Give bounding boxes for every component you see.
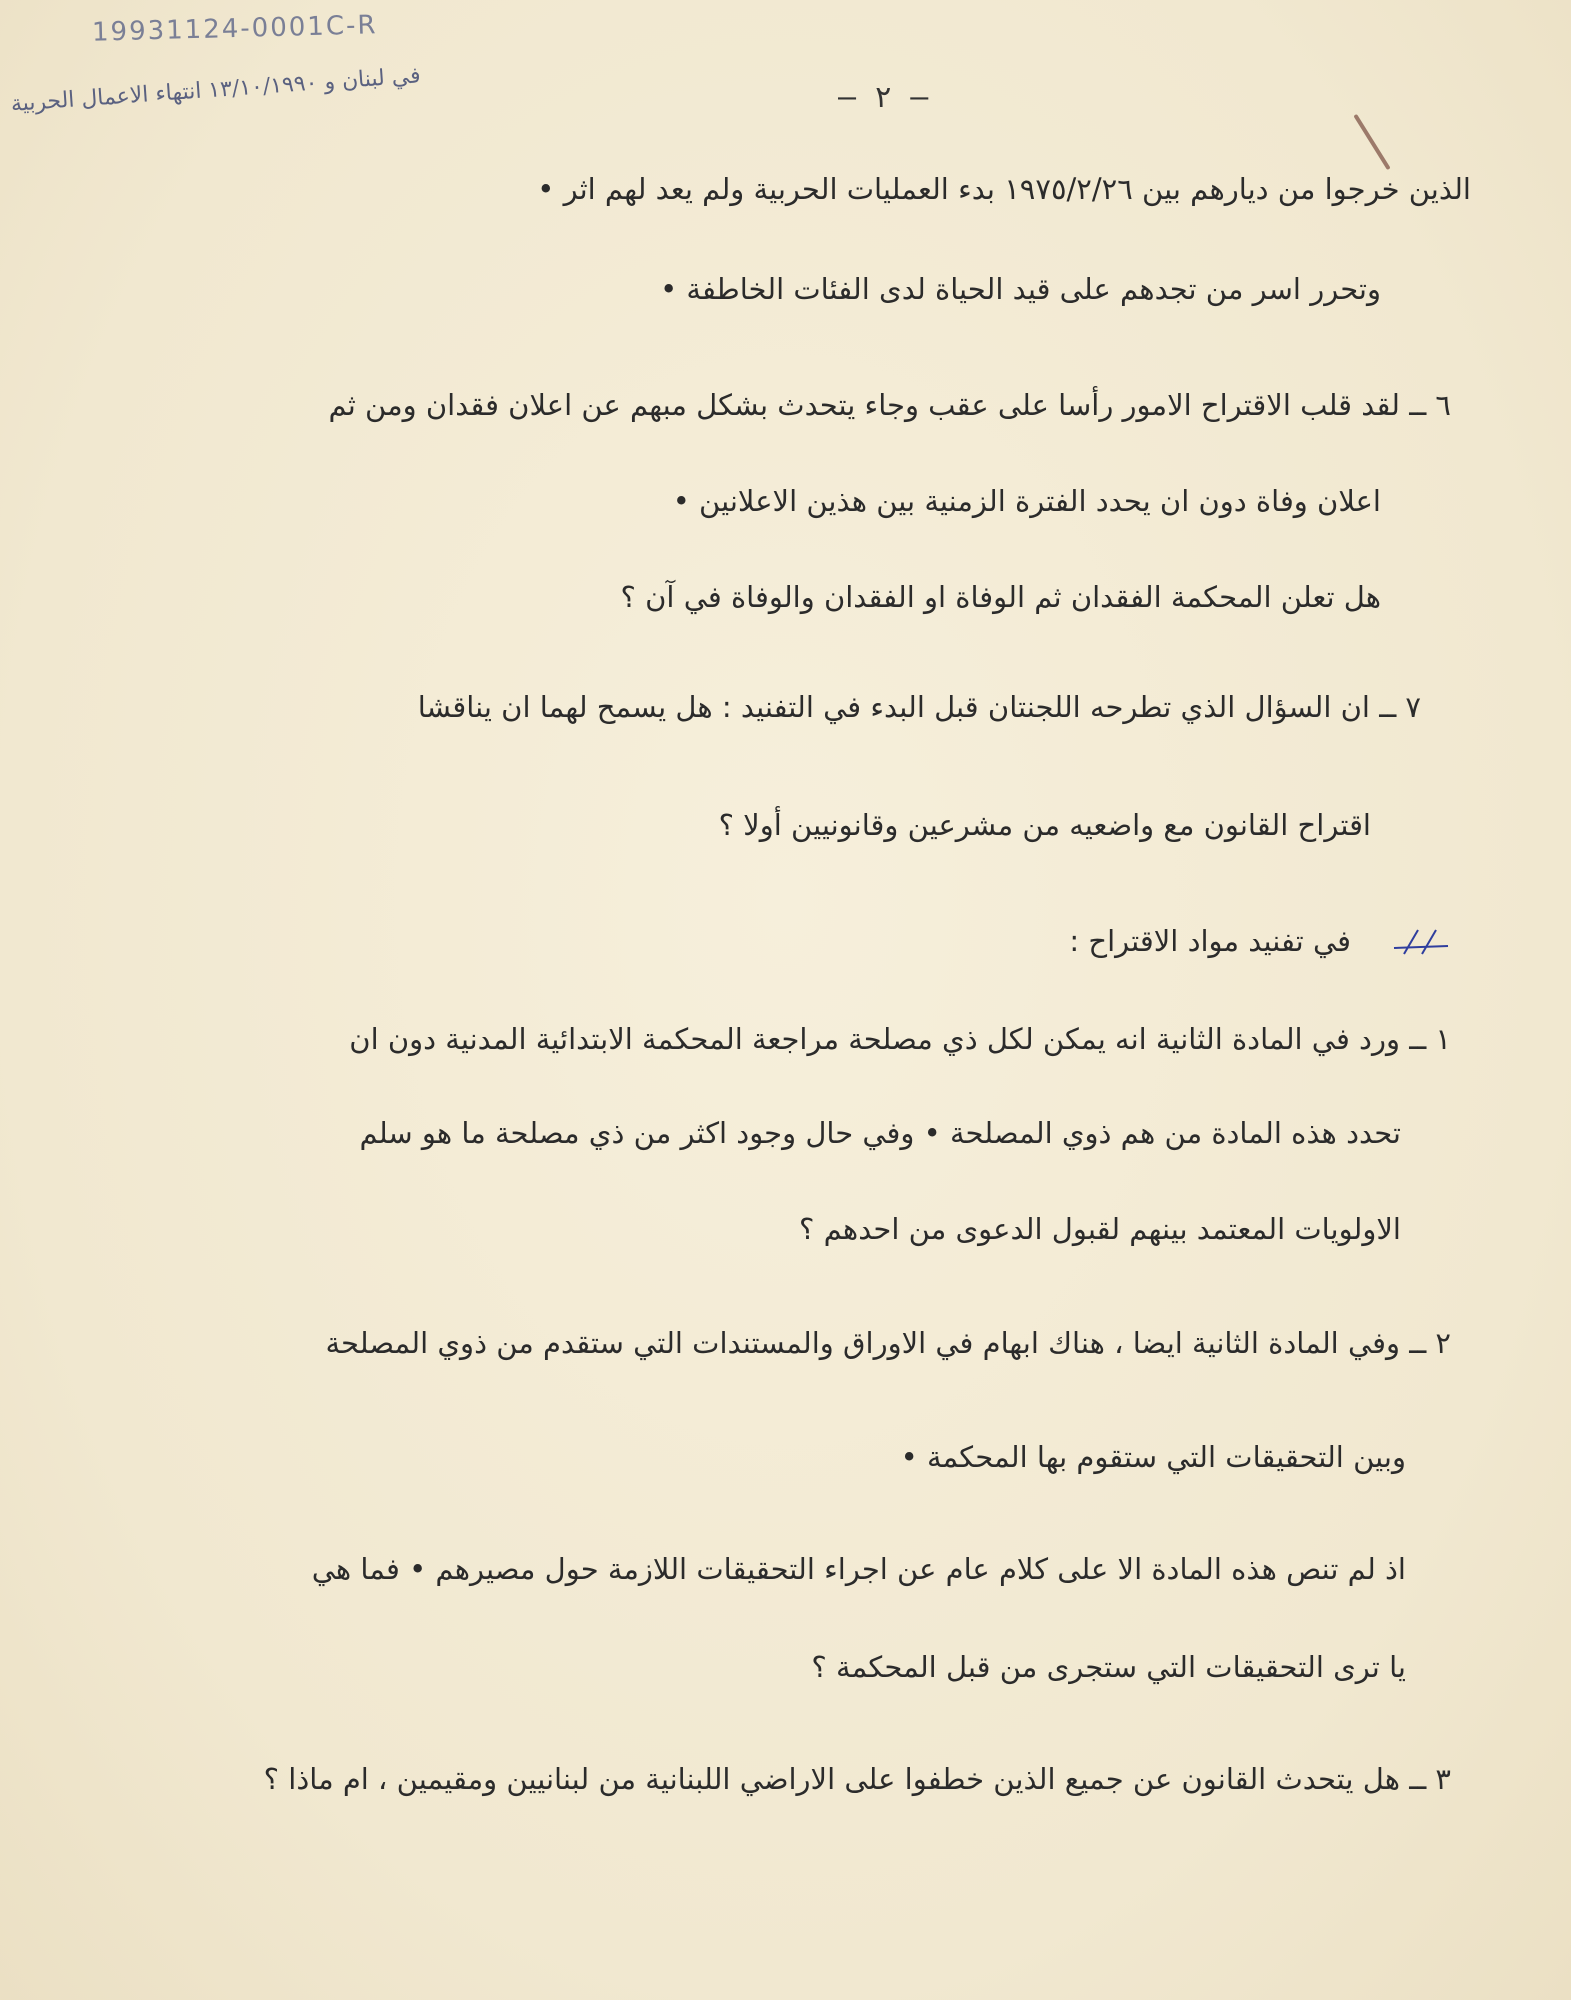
- pencil-mark: [1353, 114, 1390, 170]
- text-line-4: اعلان وفاة دون ان يحدد الفترة الزمنية بين هذين الاعلانين •: [672, 484, 1381, 518]
- text-line-2: وتحرر اسر من تجدهم على قيد الحياة لدى الفئات الخاطفة •: [660, 272, 1381, 306]
- text-line-6: ٧ ــ ان السؤال الذي تطرحه اللجنتان قبل البدء في التفنيد : هل يسمح لهما ان يناقشا: [417, 690, 1421, 724]
- archive-reference-number: 19931124-0001C-R: [91, 10, 378, 48]
- text-line-14: يا ترى التحقيقات التي ستجرى من قبل المحكمة ؟: [811, 1650, 1406, 1684]
- text-line-9: تحدد هذه المادة من هم ذوي المصلحة • وفي حال وجود اكثر من ذي مصلحة ما هو سلم: [359, 1116, 1401, 1150]
- text-line-8: ١ ــ ورد في المادة الثانية انه يمكن لكل ذي مصلحة مراجعة المحكمة الابتدائية المدنية دون ان: [349, 1022, 1451, 1056]
- text-line-12: وبين التحقيقات التي ستقوم بها المحكمة •: [900, 1440, 1406, 1474]
- section-heading: في تفنيد مواد الاقتراح :: [1069, 924, 1351, 958]
- text-line-7: اقتراح القانون مع واضعيه من مشرعين وقانونيين أولا ؟: [718, 808, 1371, 842]
- text-line-3: ٦ ــ لقد قلب الاقتراح الامور رأسا على عقب وجاء يتحدث بشكل مبهم عن اعلان فقدان ومن ثم: [328, 388, 1451, 422]
- text-line-15: ٣ ــ هل يتحدث القانون عن جميع الذين خطفوا على الاراضي اللبنانية من لبنانيين ومقيمين ، ام ماذا ؟: [263, 1762, 1451, 1796]
- roman-numeral-two-mark: [1392, 926, 1450, 956]
- page-number: — ٢ —: [838, 80, 929, 115]
- text-line-10: الاولويات المعتمد بينهم لقبول الدعوى من احدهم ؟: [799, 1212, 1401, 1246]
- text-line-11: ٢ ــ وفي المادة الثانية ايضا ، هناك ابهام في الاوراق والمستندات التي ستقدم من ذوي المصلحة: [325, 1326, 1451, 1360]
- text-line-5: هل تعلن المحكمة الفقدان ثم الوفاة او الفقدان والوفاة في آن ؟: [620, 580, 1381, 614]
- text-line-1: الذين خرجوا من ديارهم بين ١٩٧٥/٢/٢٦ بدء العمليات الحربية ولم يعد لهم اثر •: [537, 172, 1471, 206]
- handwritten-margin-note: في لبنان و ١٣/١٠/١٩٩٠ انتهاء الاعمال الحربية: [10, 63, 422, 117]
- text-line-13: اذ لم تنص هذه المادة الا على كلام عام عن اجراء التحقيقات اللازمة حول مصيرهم • فما هي: [311, 1552, 1406, 1586]
